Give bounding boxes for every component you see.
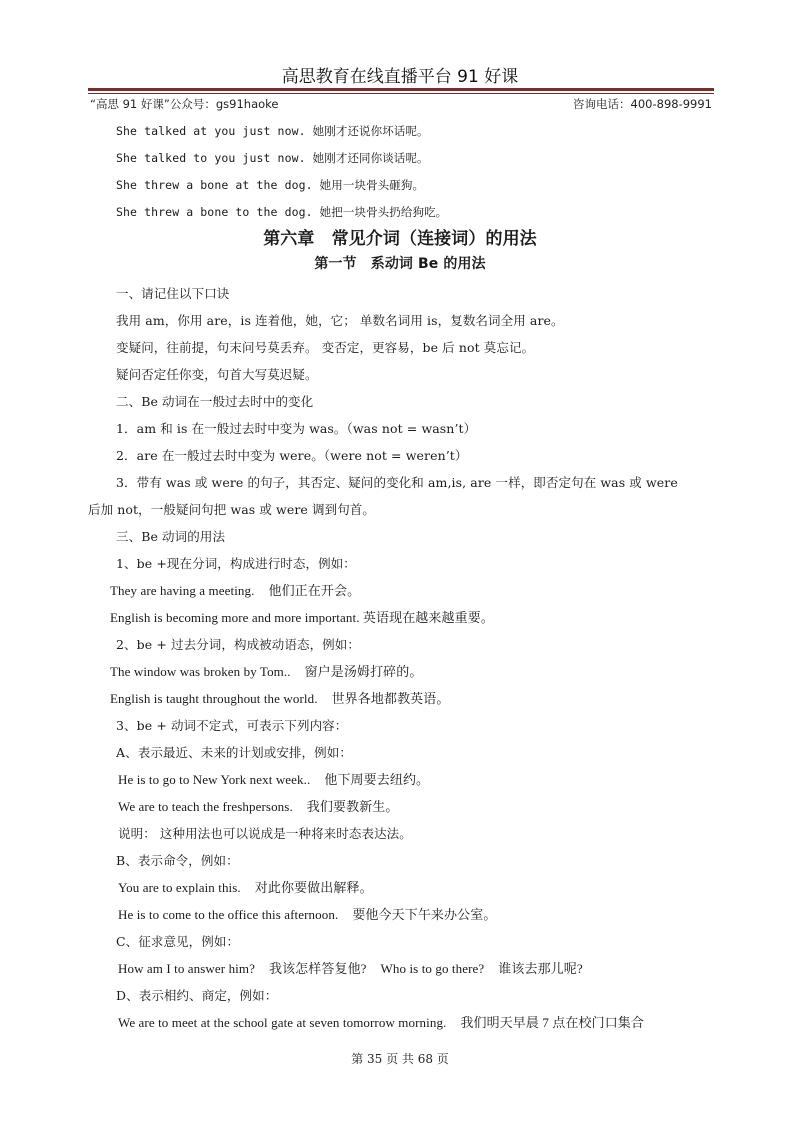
usage-3a-example-2 — [0, 793, 800, 820]
part2-item-1: 1．am 和 is 在一般过去时中变为 was。（was not = wasn’t） — [116, 421, 477, 436]
example-line: She talked to you just now. 她刚才还同你谈话呢。 — [116, 151, 429, 165]
usage-3a-heading: A、表示最近、未来的计划或安排，例如： — [116, 745, 352, 760]
example-english: English is taught throughout the world. — [110, 691, 318, 706]
usage-1-example-2 — [0, 604, 800, 631]
header-title: 高思教育在线直播平台 91 好课 — [281, 67, 519, 87]
part2-heading: 二、Be 动词在一般过去时中的变化 — [116, 394, 314, 409]
header-rule-thin — [88, 93, 714, 94]
example-line: She talked at you just now. 她刚才还说你坏话呢。 — [116, 124, 429, 138]
usage-1-example-1 — [0, 577, 800, 604]
part2-item-3: 3．带有 was 或 were 的句子，其否定、疑问的变化和 am,is, are 一样，即否定句在 was 或 were — [116, 475, 678, 490]
usage-3c-example — [0, 955, 800, 982]
usage-3d-example — [0, 1009, 800, 1036]
example-chinese: 他们正在开会。 — [268, 583, 361, 598]
header-rule — [88, 88, 714, 91]
example-line: She threw a bone at the dog. 她用一块骨头砸狗。 — [116, 178, 425, 192]
header-phone: 咨询电话：400-898-9991 — [573, 97, 712, 111]
example-english: He is to come to the office this afternoon. — [118, 907, 339, 922]
example-english: How am I to answer him? — [118, 961, 255, 976]
part2-item-3-cont: 后加 not，一般疑问句把 was 或 were 调到句首。 — [88, 502, 376, 517]
mnemonic-line: 变疑问，往前提，句末问号莫丢弃。 变否定，更容易，be 后 not 莫忘记。 — [116, 340, 535, 355]
usage-3c-heading: C、征求意见，例如： — [116, 934, 240, 949]
example-english: English is becoming more and more important. — [110, 610, 360, 625]
part1-heading: 一、请记住以下口诀 — [116, 286, 230, 301]
usage-2-example-1 — [0, 658, 800, 685]
example-chinese: 我们明天早晨 7 点在校门口集合 — [460, 1015, 645, 1030]
usage-3: 3、be + 动词不定式，可表示下列内容： — [116, 718, 348, 733]
example-chinese: 对此你要做出解释。 — [254, 880, 373, 895]
part3-heading: 三、Be 动词的用法 — [116, 529, 226, 544]
example-english: The window was broken by Tom.. — [110, 664, 291, 679]
usage-1: 1、be +现在分词，构成进行时态，例如： — [116, 556, 356, 571]
usage-3b-example-2 — [0, 901, 800, 928]
example-english: We are to teach the freshpersons. — [118, 799, 293, 814]
example-chinese: 谁该去那儿呢? — [498, 961, 583, 976]
example-line: She threw a bone to the dog. 她把一块骨头扔给狗吃。 — [116, 205, 448, 219]
example-english: You are to explain this. — [118, 880, 241, 895]
mnemonic-line: 疑问否定任你变，句首大写莫迟疑。 — [116, 367, 318, 382]
usage-3a-example-1 — [0, 766, 800, 793]
example-chinese: 我该怎样答复他? — [268, 961, 367, 976]
usage-3b-example-1 — [0, 874, 800, 901]
usage-3b-heading: B、表示命令，例如： — [116, 853, 239, 868]
example-english: They are having a meeting. — [110, 583, 255, 598]
example-chinese: 英语现在越来越重要。 — [362, 610, 494, 625]
chapter-title: 第六章 常见介词（连接词）的用法 — [263, 229, 537, 249]
part2-item-2: 2．are 在一般过去时中变为 were。（were not = weren’t） — [116, 448, 468, 463]
example-chinese: 我们要教新生。 — [306, 799, 399, 814]
page-number-footer: 第 35 页 共 68 页 — [351, 1052, 449, 1066]
example-chinese: 要他今天下午来办公室。 — [352, 907, 497, 922]
header-wechat-account: “高思 91 好课”公众号：gs91haoke — [90, 97, 279, 111]
usage-2: 2、be + 过去分词，构成被动语态，例如： — [116, 637, 360, 652]
example-chinese: 世界各地都教英语。 — [331, 691, 450, 706]
usage-2-example-2 — [0, 685, 800, 712]
example-english: Who is to go there? — [380, 961, 485, 976]
example-english: He is to go to New York next week.. — [118, 772, 311, 787]
page-content — [0, 118, 800, 1036]
usage-3a-note: 说明： 这种用法也可以说成是一种将来时态表达法。 — [118, 826, 412, 841]
section-title: 第一节 系动词 Be 的用法 — [314, 256, 486, 272]
usage-3d-heading: D、表示相约、商定，例如： — [116, 988, 278, 1003]
mnemonic-line: 我用 am，你用 are，is 连着他，她，它； 单数名词用 is，复数名词全用 are。 — [116, 313, 564, 328]
example-english: We are to meet at the school gate at seven tomorrow morning. — [118, 1015, 447, 1030]
example-chinese: 窗户是汤姆打碎的。 — [304, 664, 423, 679]
example-chinese: 他下周要去纽约。 — [324, 772, 430, 787]
